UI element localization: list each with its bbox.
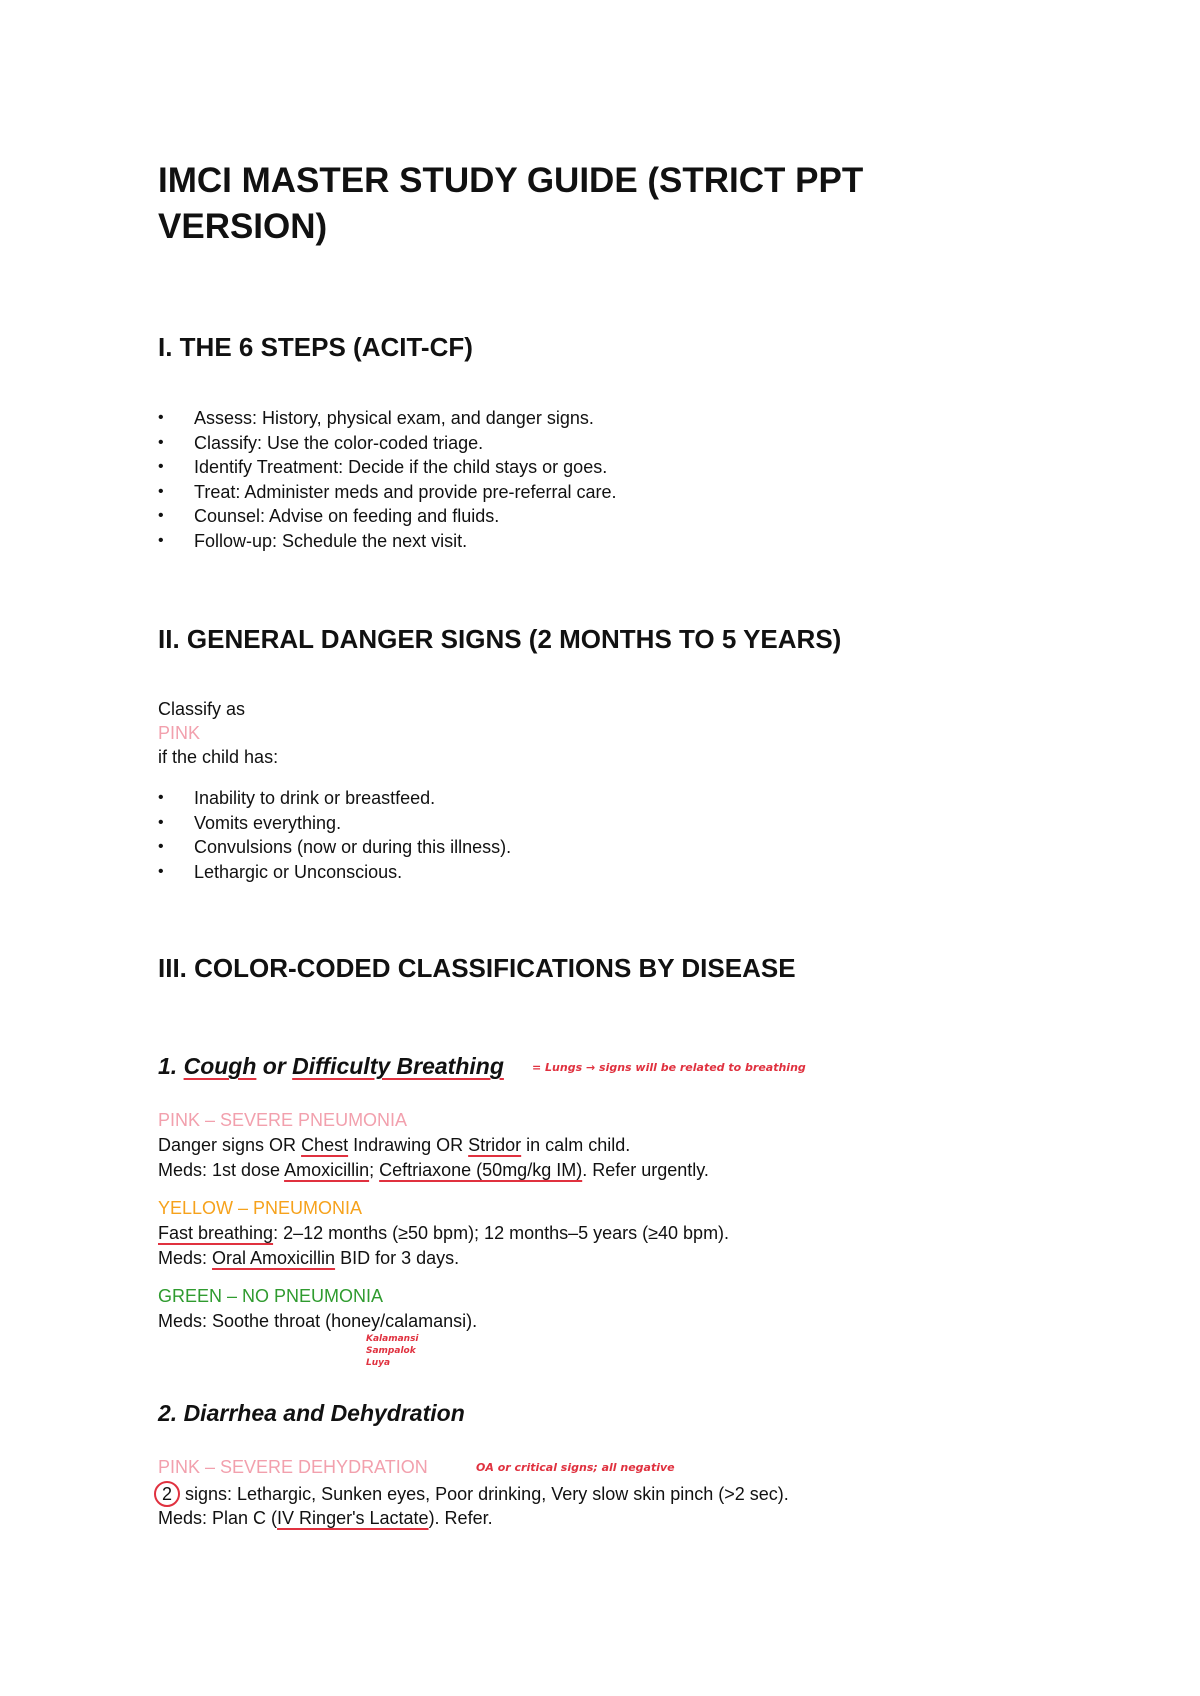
list-item: • Vomits everything. (158, 811, 511, 836)
classify-condition: if the child has: (158, 747, 279, 767)
document-title: IMCI MASTER STUDY GUIDE (STRICT PPT VERSION) (158, 161, 864, 246)
classification-label: YELLOW – PNEUMONIA (158, 1198, 363, 1218)
section-heading-classifications: III. COLOR-CODED CLASSIFICATIONS BY DISEASE (158, 953, 796, 983)
steps-list (158, 406, 617, 553)
list-item: • Identify Treatment: Decide if the child stays or goes. (158, 455, 617, 480)
list-item: • Counsel: Advise on feeding and fluids. (158, 504, 617, 529)
classification-label: PINK – SEVERE DEHYDRATION (158, 1457, 428, 1477)
handwritten-note: = Lungs → signs will be related to breathing (532, 1061, 806, 1074)
classification-meds: Meds: Soothe throat (honey/calamansi). (158, 1311, 478, 1331)
classification-meds: Meds: 1st dose Amoxicillin; Ceftriaxone (50mg/kg IM). Refer urgently. (158, 1160, 709, 1180)
danger-signs-list (158, 786, 511, 884)
classification-criteria: Fast breathing: 2–12 months (≥50 bpm); 12 months–5 years (≥40 bpm). (158, 1223, 730, 1243)
list-item: • Inability to drink or breastfeed. (158, 786, 511, 811)
handwritten-note: OA or critical signs; all negative (476, 1461, 675, 1474)
list-item: • Classify: Use the color-coded triage. (158, 431, 617, 456)
classification-criteria: 2 signs: Lethargic, Sunken eyes, Poor drinking, Very slow skin pinch (>2 sec). (158, 1481, 789, 1507)
section-heading-steps: I. THE 6 STEPS (ACIT-CF) (158, 332, 473, 362)
classification-criteria: Danger signs OR Chest Indrawing OR Stridor in calm child. (158, 1135, 631, 1155)
list-item: • Convulsions (now or during this illness). (158, 835, 511, 860)
list-item: • Lethargic or Unconscious. (158, 860, 511, 885)
classify-intro: Classify as (158, 699, 246, 719)
subheading-cough: 1. Cough or Difficulty Breathing (158, 1053, 504, 1079)
section-heading-danger-signs: II. GENERAL DANGER SIGNS (2 MONTHS TO 5 YEARS) (158, 624, 842, 654)
list-item: • Follow-up: Schedule the next visit. (158, 529, 617, 554)
circled-number: 2 (154, 1481, 180, 1507)
underlined-term: Difficulty Breathing (292, 1053, 504, 1079)
handwritten-note: Kalamansi Sampalok Luya (366, 1334, 419, 1368)
underlined-term: Cough (183, 1053, 257, 1079)
subheading-diarrhea: 2. Diarrhea and Dehydration (158, 1400, 465, 1426)
classification-label: PINK – SEVERE PNEUMONIA (158, 1110, 408, 1130)
list-item: • Treat: Administer meds and provide pre-referral care. (158, 480, 617, 505)
classification-label: GREEN – NO PNEUMONIA (158, 1286, 384, 1306)
classification-meds: Meds: Oral Amoxicillin BID for 3 days. (158, 1248, 460, 1268)
classification-meds: Meds: Plan C (IV Ringer's Lactate). Refer. (158, 1508, 493, 1528)
list-item: • Assess: History, physical exam, and danger signs. (158, 406, 617, 431)
classify-color: PINK (158, 723, 201, 743)
